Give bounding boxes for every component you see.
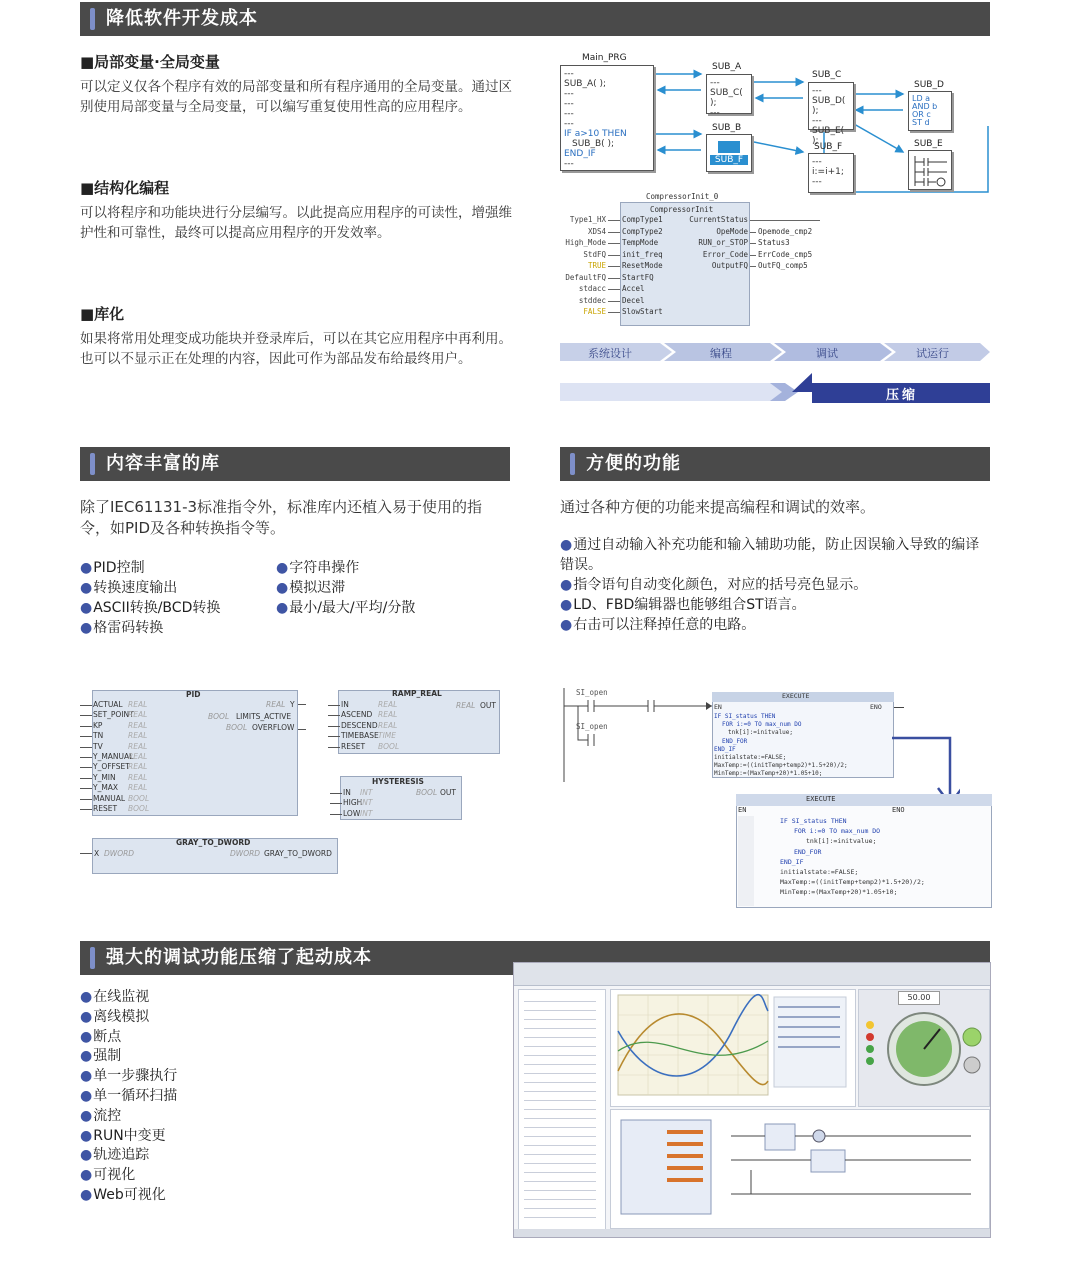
fb-input-type: REAL <box>378 720 398 730</box>
fb-input-pin: Y_OFFSET <box>93 762 130 772</box>
text-variables: 可以定义仅各个程序有效的局部变量和所有程序通用的全局变量。通过区别使用局部变量与全局变量，可以编写重复使用性高的应用程序。 <box>80 79 512 115</box>
fb-input-type: BOOL <box>128 793 150 803</box>
sub-c-label: SUB_C <box>812 70 842 80</box>
fb-input-pin: Accel <box>622 284 645 293</box>
sub-e-box <box>908 150 952 190</box>
st-code-line: MinTemp:=(MaxTemp+20)*1.05+10; <box>714 770 823 778</box>
main-prg-label: Main_PRG <box>582 53 627 63</box>
fb-input-wire <box>608 220 620 221</box>
st-code-line: initialstate:=FALSE; <box>780 868 859 876</box>
code-line: i:=i+1; <box>812 167 844 177</box>
st-code-line: MaxTemp:=((initTemp+temp2)*1.5+20)/2; <box>780 878 925 887</box>
pid-title: PID <box>186 690 201 699</box>
phase-programming: 编程 <box>710 347 732 360</box>
code-line: AND b <box>912 102 938 111</box>
ramp-out-type: REAL <box>456 701 476 710</box>
gauge-value-display: 50.00 <box>898 991 940 1005</box>
section-title: 强大的调试功能压缩了起动成本 <box>106 947 372 968</box>
code-line: SUB_B( ); <box>572 139 615 149</box>
text-library-intro: 除了IEC61131-3标准指令外，标准库内还植入易于使用的指令，如PID及各种转换指令等。 <box>80 498 483 537</box>
code-line: SUB_D( ); <box>812 96 846 116</box>
phase-trial-run: 试运行 <box>916 347 949 360</box>
fb-input-pin: ResetMode <box>622 261 663 270</box>
sub-f-box: --- i:=i+1; --- <box>808 153 854 193</box>
pid-fbd <box>80 688 302 818</box>
features-list <box>560 535 992 635</box>
subheading-structured: ■结构化编程 <box>80 179 170 197</box>
fb-input-pin: SET_POINT <box>93 710 134 720</box>
fb-input-pin: Y_MANUAL <box>93 752 134 761</box>
fb-input-pin: TempMode <box>622 238 659 247</box>
pid-out1: Y <box>290 700 295 709</box>
gray-in-line <box>80 853 92 854</box>
fb-output-variable: ErrCode_cmp5 <box>758 249 813 259</box>
fb-input-type: REAL <box>128 720 148 730</box>
st-code-line: END_FOR <box>722 737 748 745</box>
fb-input-type: REAL <box>128 772 148 782</box>
fb-input-wire <box>328 736 340 737</box>
fb-input-variable: TRUE <box>587 261 606 270</box>
fb-input-pin: ACTUAL <box>93 700 123 709</box>
ramp-fbd <box>328 688 508 756</box>
ladder-icon <box>912 154 950 188</box>
program-hierarchy-diagram <box>558 52 990 200</box>
main-prg-box: --- SUB_A( ); --- --- --- --- IF a>10 THEN SUB_B( ); END_IF --- <box>560 65 654 171</box>
subheading-library: ■库化 <box>80 305 125 323</box>
gray-title: GRAY_TO_DWORD <box>176 838 251 847</box>
feature-list-item: ● 指令语句自动变化颜色，对应的括号亮色显示。 <box>560 575 992 595</box>
fb-input-wire <box>80 799 92 800</box>
ramp-title: RAMP_REAL <box>392 689 442 698</box>
fb-input-wire <box>80 736 92 737</box>
text-structured: 可以将程序和功能块进行分层编写。以此提高应用程序的可读性，增强维护性和可靠性，最终可以提高应用程序的开发效率。 <box>80 205 512 241</box>
library-list-item: ● 最小/最大/平均/分散 <box>276 598 415 618</box>
fb-output-wire <box>750 255 756 256</box>
hysteresis-out: OUT <box>440 788 456 797</box>
fb-input-wire <box>80 757 92 758</box>
fb-input-wire <box>80 809 92 810</box>
fb-input-wire <box>328 715 340 716</box>
fb-input-pin: IN <box>343 788 351 797</box>
code-line: SUB_A( ); <box>564 79 607 89</box>
hysteresis-title: HYSTERESIS <box>372 777 424 786</box>
library-list-2 <box>276 558 415 618</box>
fb-input-type: REAL <box>128 752 148 761</box>
st-code-line: FOR i:=0 TO max_num DO <box>794 827 881 836</box>
pid-out1-type: REAL <box>266 700 286 709</box>
library-list-item: ● 字符串操作 <box>276 558 415 578</box>
st-code-line: tnk[i]:=initvalue; <box>728 729 794 737</box>
fb-output-pin: OutputFQ <box>711 261 748 270</box>
execute-small-eno: ENO <box>870 703 882 711</box>
section-header-cost <box>80 2 990 36</box>
sub-f-label: SUB_F <box>814 142 843 152</box>
fb-input-pin: DESCEND <box>341 720 378 730</box>
pid-out3: OVERFLOW <box>252 723 295 732</box>
fb-input-wire <box>608 278 620 279</box>
fb-input-pin: TV <box>93 741 103 751</box>
execute-small-eno-line <box>894 707 904 708</box>
fb-input-pin: ASCEND <box>341 710 373 720</box>
fb-input-pin: RESET <box>93 804 118 813</box>
code-line: LD a <box>912 94 931 103</box>
fb-input-type: BOOL <box>378 741 400 751</box>
fb-output-pin: OpeMode <box>716 226 748 236</box>
fb-input-wire <box>328 747 340 748</box>
section-title: 降低软件开发成本 <box>106 8 258 29</box>
st-code-line: END_FOR <box>794 847 822 856</box>
fb-input-type: REAL <box>128 783 148 793</box>
gray-out-type: DWORD <box>230 849 261 858</box>
hysteresis-fbd <box>330 774 464 822</box>
execute-large-title: EXECUTE <box>806 795 836 803</box>
st-code-line: initialstate:=FALSE; <box>714 754 787 761</box>
fb-input-type: REAL <box>128 700 148 709</box>
text-features-intro: 通过各种方便的功能来提高编程和调试的效率。 <box>560 498 876 516</box>
library-list-item: ● PID控制 <box>80 558 220 578</box>
sub-a-box: --- SUB_C( ); --- <box>706 74 752 114</box>
feature-list-item: ● LD、FBD编辑器也能够组合ST语言。 <box>560 595 992 615</box>
st-code-line: tnk[i]:=initvalue; <box>806 837 877 846</box>
pid-out2-type: BOOL <box>208 712 230 721</box>
section-header-library <box>80 447 510 481</box>
fb-input-type: REAL <box>128 741 148 751</box>
fb-input-wire <box>330 803 342 804</box>
library-list-1 <box>80 558 220 638</box>
fbd-network-graphic <box>611 1110 987 1226</box>
fb-input-pin: HIGH <box>343 798 363 808</box>
debug-features-list <box>80 988 177 1206</box>
fb-output-wire <box>750 232 756 233</box>
sub-b-box <box>706 134 752 172</box>
fb-input-pin: StartFQ <box>622 272 654 282</box>
fb-icon <box>718 141 740 153</box>
st-code-line: IF SI_status THEN <box>780 817 847 825</box>
library-list-item: ● 模拟迟滞 <box>276 578 415 598</box>
sub-a-label: SUB_A <box>712 62 742 72</box>
fb-input-wire <box>608 243 620 244</box>
library-list-item: ● ASCII转换/BCD转换 <box>80 598 220 618</box>
fb-input-type: REAL <box>378 710 398 720</box>
execute-large-en: EN <box>738 806 747 814</box>
code-line: SUB_C( ); <box>710 88 743 108</box>
sub-d-box <box>908 91 952 131</box>
fb-input-type: REAL <box>128 710 148 720</box>
software-screenshot <box>513 962 991 1238</box>
execute-large-gutter <box>738 816 754 906</box>
gauge-graphic <box>858 1003 988 1103</box>
phase-chart <box>560 343 990 405</box>
contact-label-1: SI_open <box>576 688 608 697</box>
code-line: OR c <box>912 110 931 119</box>
contact-label-2: SI_open <box>576 722 608 731</box>
fb-output-wire <box>750 266 756 267</box>
fb-input-variable: stddec <box>578 295 606 305</box>
text-library: 如果将常用处理变成功能块并登录库后，可以在其它应用程序中再利用。也可以不显示正在处理的内容，因此可作为部品发布给最终用户。 <box>80 331 512 367</box>
fb-output-pin: Error_Code <box>702 249 748 259</box>
hysteresis-out-type: BOOL <box>416 788 438 797</box>
fb-input-wire <box>328 726 340 727</box>
pid-out3-type: BOOL <box>226 723 248 732</box>
debug-feature-item: ● 轨迹追踪 <box>80 1146 177 1166</box>
fb-input-type: INT <box>360 808 373 818</box>
fb-input-wire <box>608 289 620 290</box>
code-line: SUB_E( ); <box>812 126 845 146</box>
fb-input-wire <box>608 266 620 267</box>
fb-input-pin: KP <box>93 720 103 730</box>
fb-input-variable: stdacc <box>578 284 606 293</box>
library-list-item: ● 转换速度输出 <box>80 578 220 598</box>
fb-input-variable: FALSE <box>583 307 606 316</box>
fb-input-type: INT <box>360 788 373 797</box>
code-line: IF a>10 THEN <box>564 129 627 139</box>
fb-input-wire <box>80 767 92 768</box>
subheading-variables: ■局部变量·全局变量 <box>80 53 220 71</box>
fb-input-pin: CompType2 <box>622 226 663 236</box>
fb-input-wire <box>608 312 620 313</box>
fb-input-wire <box>328 705 340 706</box>
st-code-line: END_IF <box>780 857 804 866</box>
debug-feature-item: ● 流控 <box>80 1107 177 1127</box>
header-accent <box>90 8 95 30</box>
section-title: 内容丰富的库 <box>106 453 220 474</box>
fb-input-type: INT <box>360 798 373 808</box>
fb-output-pin: RUN_or_STOP <box>698 238 748 247</box>
fb-input-pin: TN <box>93 731 104 741</box>
pid-out-lines <box>298 704 306 730</box>
fb-output-pin: CurrentStatus <box>689 215 748 224</box>
fb-input-wire <box>80 726 92 727</box>
fb-output-variable: OutFQ_comp5 <box>758 261 808 270</box>
fb-input-wire <box>80 788 92 789</box>
fb-input-pin: Decel <box>622 295 645 305</box>
fb-input-variable: Type1_HX <box>569 215 606 224</box>
sub-d-label: SUB_D <box>914 80 944 90</box>
fb-input-pin: TIMEBASE <box>341 731 379 741</box>
header-accent <box>90 453 95 475</box>
fb-input-type: REAL <box>128 731 148 741</box>
fb-input-variable: High_Mode <box>565 238 606 247</box>
fb-output-variable: Opemode_cmp2 <box>758 226 813 236</box>
execute-large-eno: ENO <box>892 806 905 814</box>
phase-compress: 压缩 <box>886 388 919 403</box>
execute-small-en: EN <box>714 703 722 711</box>
debug-feature-item: ● 断点 <box>80 1028 177 1048</box>
fb-input-type: REAL <box>128 762 148 772</box>
fb-input-pin: RESET <box>341 741 366 751</box>
st-code-line: MaxTemp:=((initTemp+temp2)*1.5+20)/2; <box>714 762 848 770</box>
debug-feature-item: ● RUN中变更 <box>80 1127 177 1147</box>
gray-out: GRAY_TO_DWORD <box>264 849 332 858</box>
fb-input-type: BOOL <box>128 804 150 813</box>
header-accent <box>90 947 95 969</box>
fb-output-wire <box>750 243 756 244</box>
st-code-line: MinTemp:=(MaxTemp+20)*1.05+10; <box>780 888 898 897</box>
gray-in: X <box>94 849 100 858</box>
fb-input-wire <box>330 793 342 794</box>
debug-feature-item: ● 可视化 <box>80 1166 177 1186</box>
debug-feature-item: ● Web可视化 <box>80 1186 177 1206</box>
sub-b-label: SUB_B <box>712 123 742 133</box>
feature-list-item: ● 右击可以注释掉任意的电路。 <box>560 615 992 635</box>
debug-feature-item: ● 单一步骤执行 <box>80 1067 177 1087</box>
code-line: END_IF <box>564 149 596 159</box>
phase-system-design: 系统设计 <box>588 347 632 360</box>
fb-input-pin: CompType1 <box>622 215 663 224</box>
gray-fbd <box>80 836 342 876</box>
fb-input-variable: XDS4 <box>587 226 606 236</box>
ladder-rungs <box>560 686 720 786</box>
fb-input-pin: IN <box>341 700 349 709</box>
fb-input-pin: init_freq <box>622 249 663 259</box>
screenshot-statusbar <box>514 1229 991 1238</box>
fb-input-pin: SlowStart <box>622 307 663 316</box>
st-code-line: IF SI_status THEN <box>714 713 776 720</box>
debug-feature-item: ● 在线监视 <box>80 988 177 1008</box>
fb-output-variable: Status3 <box>758 238 790 247</box>
fb-name: CompressorInit <box>650 205 714 214</box>
execute-small-title: EXECUTE <box>782 692 810 700</box>
sub-c-box: --- SUB_D( ); --- SUB_E( ); <box>808 82 854 130</box>
fb-input-variable: DefaultFQ <box>565 272 606 282</box>
ramp-out: OUT <box>480 701 496 710</box>
fb-input-wire <box>330 814 342 815</box>
fb-input-wire <box>80 747 92 748</box>
fb-input-wire <box>80 705 92 706</box>
fb-input-wire <box>608 255 620 256</box>
ld-editor-illustration <box>560 686 992 908</box>
fb-input-wire <box>80 778 92 779</box>
code-line: ST d <box>912 118 930 127</box>
debug-feature-item: ● 离线模拟 <box>80 1008 177 1028</box>
screenshot-toolbar <box>514 963 991 986</box>
fb-input-wire <box>608 301 620 302</box>
fb-input-pin: Y_MIN <box>93 772 116 782</box>
section-title: 方便的功能 <box>586 453 681 474</box>
fb-input-wire <box>608 232 620 233</box>
code-line: SUB_F <box>710 155 748 165</box>
header-accent <box>570 453 575 475</box>
debug-feature-item: ● 强制 <box>80 1047 177 1067</box>
library-list-item: ● 格雷码转换 <box>80 618 220 638</box>
fb-input-type: TIME <box>378 731 397 741</box>
pid-out2: LIMITS_ACTIVE <box>236 712 292 721</box>
execute-large-header <box>736 794 992 806</box>
fb-input-type: REAL <box>378 700 398 709</box>
debug-feature-item: ● 单一循环扫描 <box>80 1087 177 1107</box>
fb-input-pin: LOW <box>343 808 361 818</box>
fb-input-wire <box>80 715 92 716</box>
gray-in-type: DWORD <box>104 849 135 858</box>
fb-input-pin: MANUAL <box>93 793 126 803</box>
fb-input-variable: StdFQ <box>583 249 606 259</box>
fb-instance-name: CompressorInit_0 <box>646 192 719 201</box>
st-code-line: END_IF <box>714 745 736 753</box>
fb-input-pin: Y_MAX <box>93 783 119 793</box>
compressor-fbd <box>558 190 990 330</box>
screenshot-tree-lines <box>524 995 596 1225</box>
section-header-features <box>560 447 990 481</box>
output-line <box>750 220 820 221</box>
st-code-line: FOR i:=0 TO max_num DO <box>722 721 802 729</box>
feature-list-item: ● 通过自动输入补充功能和输入辅助功能，防止因误输入导致的编译错误。 <box>560 535 992 575</box>
phase-debug: 调试 <box>816 347 838 360</box>
sub-e-label: SUB_E <box>914 139 943 149</box>
trend-chart-graphic <box>612 991 852 1103</box>
